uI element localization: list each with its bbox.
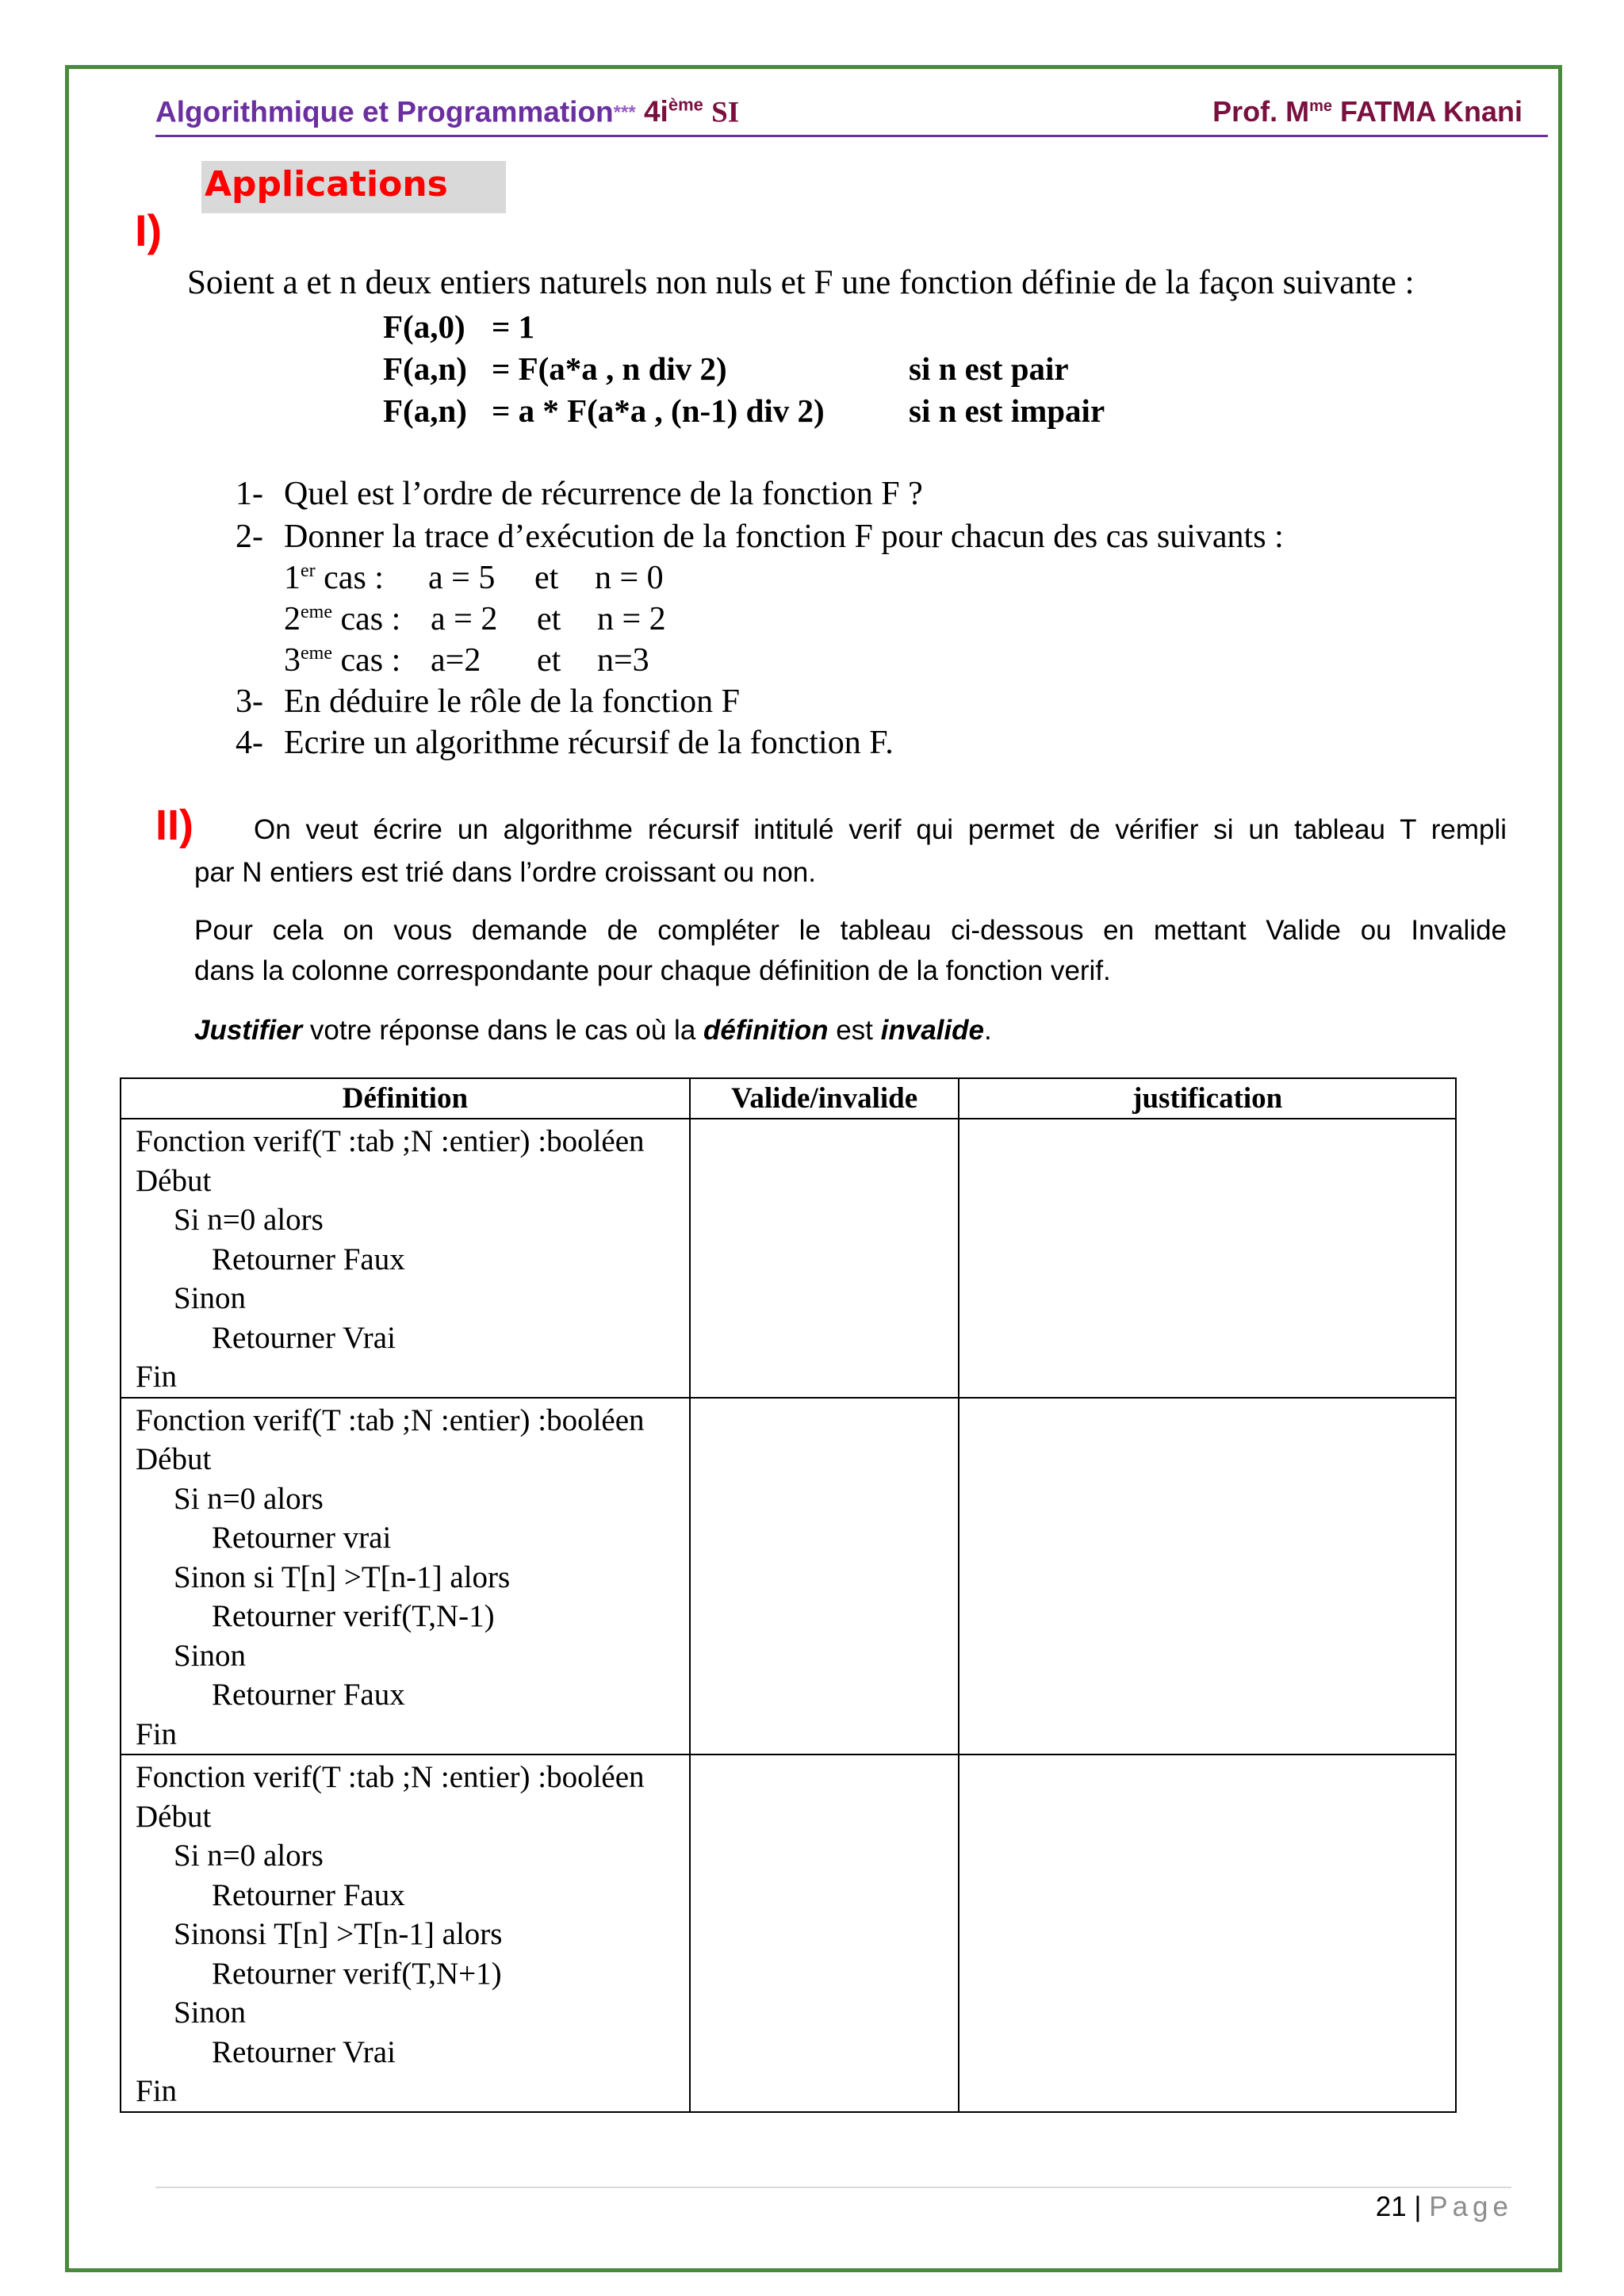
case-label: 3eme cas : xyxy=(284,642,401,679)
code-line: Si n=0 alors xyxy=(174,1839,324,1873)
level-label: $4i^{ème}$ xyxy=(643,95,703,128)
validity-cell[interactable] xyxy=(690,1398,959,1755)
paragraph-line: par N entiers est trié dans l’ordre croissant ou non. xyxy=(194,857,816,888)
code-line: Retourner Faux xyxy=(212,1877,405,1912)
course-title: Algorithmique et Programmation xyxy=(155,95,614,128)
definitions-table xyxy=(120,1077,1457,2113)
applications-title: Applications xyxy=(205,164,448,205)
code-line: Sinon xyxy=(174,1638,247,1673)
case-label: 1er cas : xyxy=(284,560,384,596)
header-definition: Définition xyxy=(121,1078,690,1119)
code-line: Début xyxy=(136,1442,212,1476)
question-text: En déduire le rôle de la fonction F xyxy=(284,683,740,720)
validity-cell[interactable] xyxy=(690,1119,959,1398)
code-line: Si n=0 alors xyxy=(174,1203,324,1237)
formula-rhs: = 1 xyxy=(492,308,535,345)
definition-cell xyxy=(121,1755,690,2112)
formula-rhs: = a * F(a*a , (n-1) div 2) xyxy=(492,392,825,429)
question-text: Donner la trace d’exécution de la fonction F pour chacun des cas suivants : xyxy=(284,519,1284,555)
case-n: n=3 xyxy=(597,642,649,679)
code-line: Fin xyxy=(136,1716,178,1751)
case-n: n = 2 xyxy=(597,601,666,637)
code-line: Retourner Faux xyxy=(212,1242,405,1276)
track-label: SI xyxy=(711,96,740,129)
header-divider xyxy=(155,135,1548,137)
code-line: Sinon xyxy=(174,1281,247,1315)
case-a: a = 2 xyxy=(431,601,498,637)
code-line: Retourner Vrai xyxy=(212,2034,396,2069)
table-header-row xyxy=(121,1078,1456,1119)
page-word: Page xyxy=(1429,2191,1513,2222)
section-1-number: I) xyxy=(135,205,163,255)
table-row xyxy=(121,1119,1456,1398)
case-a: a = 5 xyxy=(428,560,496,596)
code-line: Fonction verif(T :tab ;N :entier) :booléen xyxy=(136,1402,645,1437)
formula-rhs: = F(a*a , n div 2) xyxy=(492,350,727,387)
header-stars: *** xyxy=(613,101,636,124)
code-line: Retourner verif(T,N-1) xyxy=(212,1599,495,1633)
case-et: et xyxy=(534,560,559,596)
code-line: Sinon si T[n] >T[n-1] alors xyxy=(174,1559,511,1594)
justify-instruction: Justifier votre réponse dans le cas où la définition est invalide. xyxy=(194,1015,992,1046)
question-number: 4- xyxy=(236,725,263,761)
question-text: Quel est l’ordre de récurrence de la fonction F ? xyxy=(284,476,923,512)
case-a: a=2 xyxy=(431,642,481,679)
case-et: et xyxy=(537,642,561,679)
code-line: Sinon xyxy=(174,1996,247,2030)
header-validity: Valide/invalide xyxy=(690,1078,959,1119)
question-number: 3- xyxy=(236,683,263,720)
section-2-number: II) xyxy=(155,802,193,849)
page-footer: 21 | Page xyxy=(1375,2191,1513,2222)
header-justification: justification xyxy=(959,1078,1456,1119)
justification-cell[interactable] xyxy=(959,1119,1456,1398)
formula-lhs: F(a,n) xyxy=(383,392,467,429)
case-label: 2eme cas : xyxy=(284,601,401,637)
case-n: n = 0 xyxy=(595,560,664,596)
code-line: Retourner vrai xyxy=(212,1521,392,1555)
paragraph-line: On veut écrire un algorithme récursif intitulé verif qui permet de vérifier si un tableau T rempli xyxy=(254,814,1507,845)
table-row xyxy=(121,1398,1456,1755)
question-number: 2- xyxy=(236,519,263,555)
justification-cell[interactable] xyxy=(959,1398,1456,1755)
code-line: Sinonsi T[n] >T[n-1] alors xyxy=(174,1917,503,1951)
formula-condition: si n est pair xyxy=(909,350,1069,387)
course-header xyxy=(155,95,739,129)
code-line: Retourner verif(T,N+1) xyxy=(212,1956,502,1991)
footer-divider xyxy=(155,2187,1511,2188)
justification-cell[interactable] xyxy=(959,1755,1456,2112)
code-line: Début xyxy=(136,1163,212,1198)
code-line: Fonction verif(T :tab ;N :entier) :booléen xyxy=(136,1124,645,1158)
definition-cell xyxy=(121,1119,690,1398)
code-line: Fin xyxy=(136,2074,178,2108)
code-line: Si n=0 alors xyxy=(174,1481,324,1516)
code-line: Retourner Faux xyxy=(212,1678,405,1712)
page-number: 21 xyxy=(1375,2191,1407,2222)
validity-cell[interactable] xyxy=(690,1755,959,2112)
table-row xyxy=(121,1755,1456,2112)
code-line: Fin xyxy=(136,1360,178,1394)
code-line: Retourner Vrai xyxy=(212,1320,396,1355)
formula-lhs: F(a,n) xyxy=(383,350,467,387)
paragraph-line: dans la colonne correspondante pour chaque définition de la fonction verif. xyxy=(194,955,1111,986)
question-number: 1- xyxy=(236,476,263,512)
question-text: Ecrire un algorithme récursif de la fonction F. xyxy=(284,725,894,761)
professor-header: Prof. $M^{me}$ FATMA Knani xyxy=(1212,95,1522,128)
case-et: et xyxy=(537,601,561,637)
code-line: Début xyxy=(136,1799,212,1834)
formula-condition: si n est impair xyxy=(909,392,1105,429)
exercise-1-intro: Soient a et n deux entiers naturels non nuls et F une fonction définie de la façon suivante : xyxy=(187,264,1415,301)
code-line: Fonction verif(T :tab ;N :entier) :booléen xyxy=(136,1760,645,1794)
paragraph-line: Pour cela on vous demande de compléter le tableau ci-dessous en mettant Valide ou Invalide xyxy=(194,915,1507,946)
definition-cell xyxy=(121,1398,690,1755)
formula-lhs: F(a,0) xyxy=(383,308,465,345)
